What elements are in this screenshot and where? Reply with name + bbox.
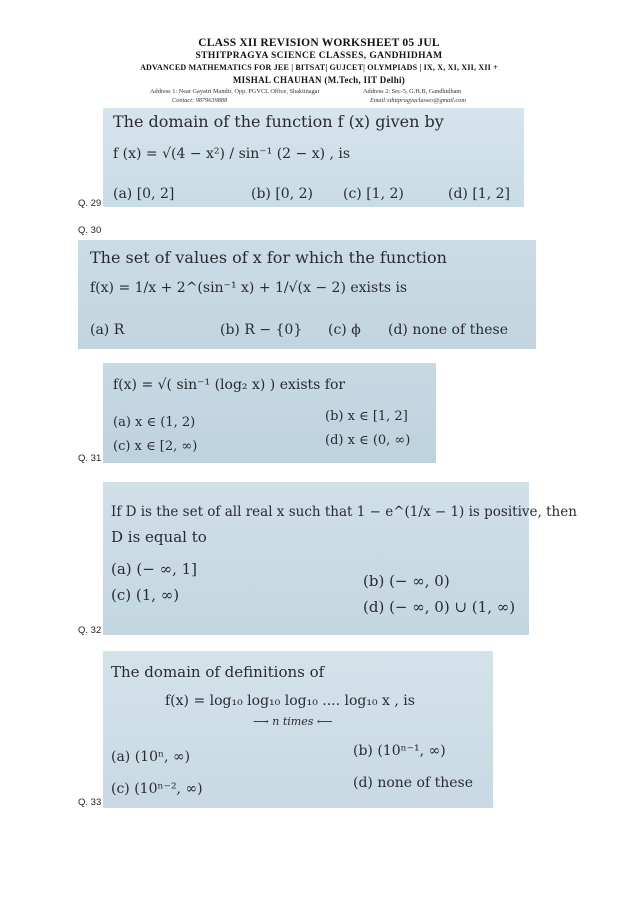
option-b: (b) (− ∞, 0) bbox=[363, 572, 450, 590]
question-formula: f(x) = √( sin⁻¹ (log₂ x) ) exists for bbox=[113, 377, 346, 393]
option-c: (c) x ∈ [2, ∞) bbox=[113, 439, 198, 454]
worksheet-title: CLASS XII REVISION WORKSHEET 05 JUL bbox=[198, 37, 440, 49]
option-c: (c) [1, 2) bbox=[343, 186, 404, 202]
question-30-image bbox=[78, 240, 536, 349]
email-line: Email:sthitpragyaclasses@gmail.com bbox=[370, 97, 466, 104]
option-c: (c) (10ⁿ⁻², ∞) bbox=[111, 781, 203, 797]
question-formula: f(x) = 1/x + 2^(sin⁻¹ x) + 1/√(x − 2) exists is bbox=[90, 280, 408, 296]
option-b: (b) [0, 2) bbox=[251, 186, 313, 202]
contact-line: Contact: 9879639888 bbox=[172, 97, 228, 104]
question-number: Q. 29 bbox=[78, 198, 102, 209]
n-times-note: ⟶ n times ⟵ bbox=[253, 715, 333, 728]
question-number: Q. 31 bbox=[78, 453, 102, 464]
option-b: (b) (10ⁿ⁻¹, ∞) bbox=[353, 743, 446, 759]
option-a: (a) R bbox=[90, 322, 125, 338]
question-31-image bbox=[103, 363, 436, 463]
question-stem: The domain of the function f (x) given by bbox=[113, 112, 444, 131]
question-stem-2: D is equal to bbox=[111, 528, 207, 546]
question-number: Q. 30 bbox=[78, 225, 102, 236]
option-d: (d) x ∈ (0, ∞) bbox=[325, 433, 411, 448]
question-29-image bbox=[103, 108, 524, 207]
address-1: Address 1: Near Gayatri Mandir, Opp. PGVCL Office, Shaktinagar bbox=[150, 88, 320, 95]
option-d: (d) none of these bbox=[388, 322, 508, 338]
institute-name: STHITPRAGYA SCIENCE CLASSES, GANDHIDHAM bbox=[195, 51, 443, 61]
question-stem: The set of values of x for which the function bbox=[90, 248, 447, 267]
address-2: Address 2: Sec-5, G.H.B, Gandhidham bbox=[363, 88, 462, 95]
option-c: (c) ϕ bbox=[328, 322, 361, 338]
question-32-image bbox=[103, 482, 577, 635]
option-c: (c) (1, ∞) bbox=[111, 586, 180, 604]
option-a: (a) [0, 2] bbox=[113, 186, 175, 202]
option-d: (d) (− ∞, 0) ∪ (1, ∞) bbox=[363, 598, 516, 616]
option-a: (a) (− ∞, 1] bbox=[111, 560, 198, 578]
question-number: Q. 33 bbox=[78, 797, 102, 808]
option-d: (d) none of these bbox=[353, 775, 473, 791]
programs-line: ADVANCED MATHEMATICS FOR JEE | BITSAT| GUJCET| OLYMPIADS | IX, X, XI, XII, XII + bbox=[140, 63, 498, 72]
question-formula: f(x) = log₁₀ log₁₀ log₁₀ .... log₁₀ x , is bbox=[165, 693, 415, 709]
option-b: (b) x ∈ [1, 2] bbox=[325, 409, 408, 424]
option-b: (b) R − {0} bbox=[220, 322, 303, 338]
option-a: (a) x ∈ (1, 2) bbox=[113, 415, 196, 430]
question-number: Q. 32 bbox=[78, 625, 102, 636]
question-formula: f (x) = √(4 − x²) / sin⁻¹ (2 − x) , is bbox=[113, 146, 351, 162]
question-33-image bbox=[103, 651, 493, 808]
option-d: (d) [1, 2] bbox=[448, 186, 510, 202]
option-a: (a) (10ⁿ, ∞) bbox=[111, 749, 191, 765]
question-stem: The domain of definitions of bbox=[111, 663, 325, 681]
question-stem: If D is the set of all real x such that 1 − e^(1/x − 1) is positive, then bbox=[111, 504, 577, 520]
teacher-name: MISHAL CHAUHAN (M.Tech, IIT Delhi) bbox=[232, 75, 406, 85]
